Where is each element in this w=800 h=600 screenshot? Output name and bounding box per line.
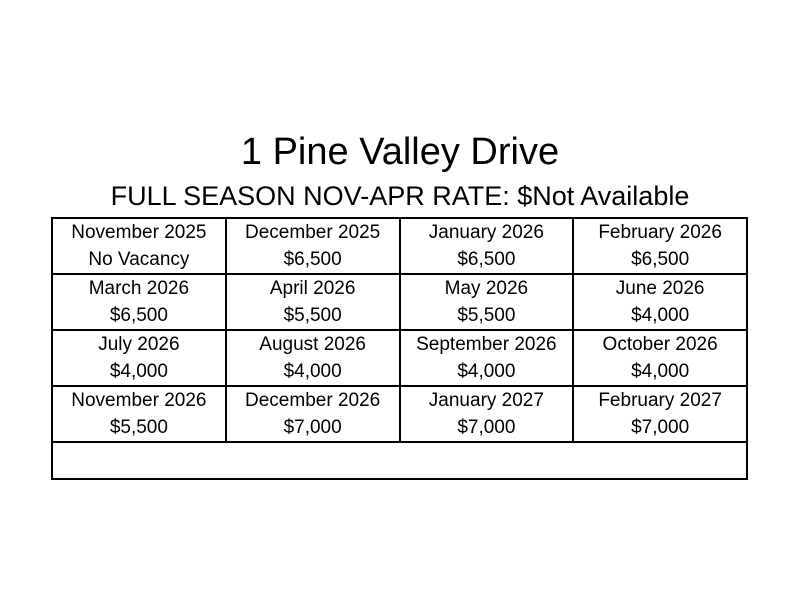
price-value: $6,500 — [631, 249, 690, 270]
price-value: $5,500 — [283, 305, 342, 326]
rate-cell — [226, 274, 400, 330]
month-label: May 2026 — [444, 278, 529, 299]
empty-table-row — [52, 442, 747, 479]
season-rate-subtitle: FULL SEASON NOV-APR RATE: $Not Available — [110, 181, 690, 211]
month-label: December 2026 — [245, 390, 381, 411]
price-value: $6,500 — [109, 305, 168, 326]
month-label: March 2026 — [88, 278, 190, 299]
rate-cell — [400, 274, 574, 330]
table-row — [52, 386, 747, 442]
price-value: $4,000 — [283, 361, 342, 382]
month-label: February 2027 — [598, 390, 722, 411]
month-label: July 2026 — [98, 334, 180, 355]
rate-cell — [52, 330, 226, 386]
table-row — [52, 218, 747, 274]
price-value: $4,000 — [109, 361, 168, 382]
rate-cell — [400, 386, 574, 442]
month-label: September 2026 — [416, 334, 557, 355]
month-label: April 2026 — [269, 278, 356, 299]
rate-cell — [573, 218, 747, 274]
price-value: $4,000 — [631, 305, 690, 326]
rate-cell — [400, 218, 574, 274]
price-value: $7,000 — [631, 417, 690, 438]
month-label: November 2025 — [71, 222, 207, 243]
month-label: October 2026 — [602, 334, 718, 355]
table-row — [52, 274, 747, 330]
page-title: 1 Pine Valley Drive — [240, 131, 560, 173]
rate-cell — [400, 330, 574, 386]
rate-cell — [52, 274, 226, 330]
price-value: $6,500 — [457, 249, 516, 270]
price-value: $5,500 — [109, 417, 168, 438]
rate-table — [51, 217, 748, 480]
price-value: $4,000 — [631, 361, 690, 382]
rate-cell — [226, 218, 400, 274]
month-label: December 2025 — [245, 222, 381, 243]
table-row — [52, 330, 747, 386]
month-label: January 2027 — [428, 390, 544, 411]
price-value: No Vacancy — [88, 249, 190, 270]
price-value: $7,000 — [457, 417, 516, 438]
month-label: June 2026 — [615, 278, 705, 299]
price-value: $6,500 — [283, 249, 342, 270]
rate-cell — [573, 386, 747, 442]
rate-cell — [573, 330, 747, 386]
price-value: $7,000 — [283, 417, 342, 438]
month-label: January 2026 — [428, 222, 544, 243]
month-label: August 2026 — [259, 334, 366, 355]
price-value: $5,500 — [457, 305, 516, 326]
empty-cell — [52, 442, 747, 479]
rate-cell — [573, 274, 747, 330]
rate-cell — [52, 218, 226, 274]
rate-cell — [52, 386, 226, 442]
rate-cell — [226, 386, 400, 442]
rate-cell — [226, 330, 400, 386]
price-value: $4,000 — [457, 361, 516, 382]
month-label: February 2026 — [598, 222, 722, 243]
month-label: November 2026 — [71, 390, 207, 411]
